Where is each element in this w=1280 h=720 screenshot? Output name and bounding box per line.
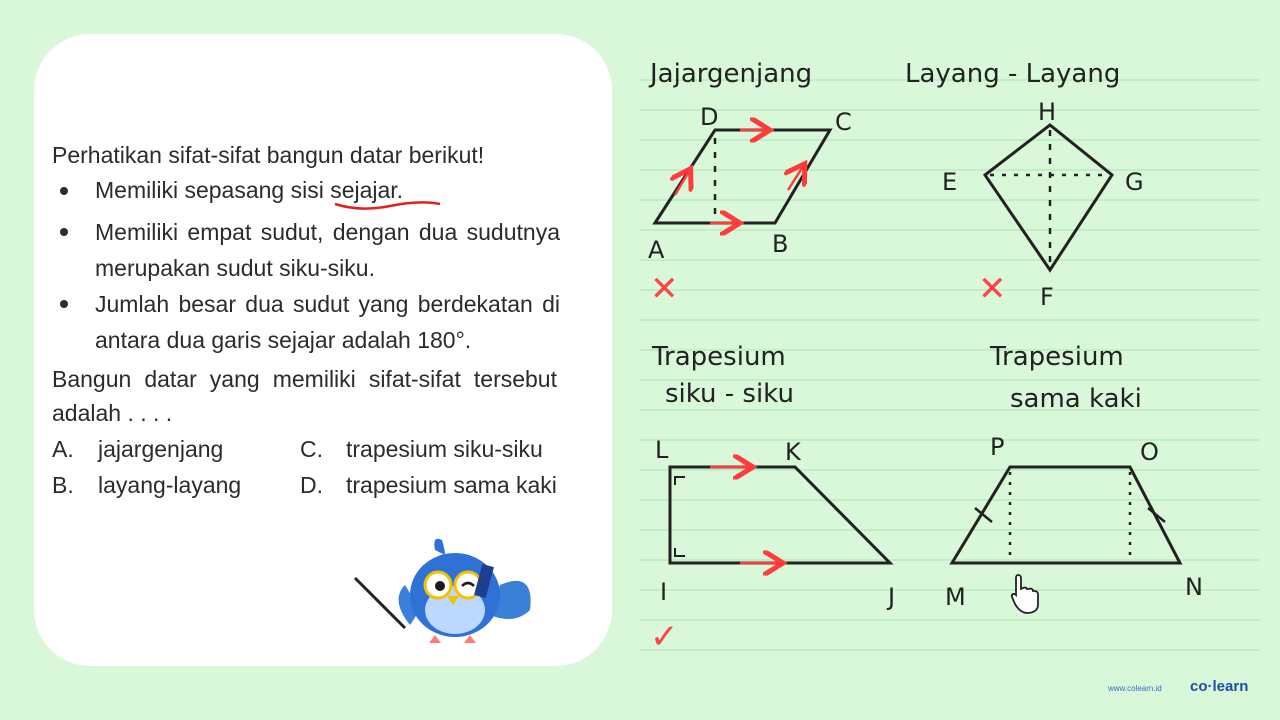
cross-mark-icon: ✕ xyxy=(978,269,1007,309)
question-prompt: Bangun datar yang memiliki sifat-sifat tersebut adalah . . . . xyxy=(52,366,557,426)
hand-cursor-icon xyxy=(1012,575,1038,613)
handwritten-solution xyxy=(620,30,1260,670)
label-l: L xyxy=(655,436,669,464)
property-1: Memiliki sepasang sisi sejajar. xyxy=(95,177,404,203)
shape3-title-line2: siku - siku xyxy=(665,379,794,409)
check-mark-icon: ✓ xyxy=(650,617,679,657)
option-a[interactable]: A. jajargenjang xyxy=(52,436,224,462)
bullet-dot xyxy=(60,187,68,195)
shape4-title-line2: sama kaki xyxy=(1010,384,1142,414)
shape1-title: Jajargenjang xyxy=(650,59,813,89)
bullet-dot xyxy=(60,228,68,236)
label-a: A xyxy=(648,236,665,264)
underline-annotation xyxy=(330,196,450,216)
label-g: G xyxy=(1125,168,1144,196)
property-2: Memiliki empat sudut, dengan dua sudutnya merupakan sudut siku-siku. xyxy=(95,219,560,281)
shape4-title-line1: Trapesium xyxy=(990,342,1124,372)
label-n: N xyxy=(1185,573,1203,601)
mascot-bird-illustration xyxy=(350,530,550,650)
right-trapezoid-shape xyxy=(670,467,890,563)
label-m: M xyxy=(945,583,966,611)
label-h: H xyxy=(1038,98,1057,126)
label-f: F xyxy=(1040,283,1054,311)
label-b: B xyxy=(772,230,789,258)
shape2-title: Layang - Layang xyxy=(905,59,1121,89)
option-c[interactable]: C. trapesium siku-siku xyxy=(300,436,543,462)
brand-logo: co·learn xyxy=(1190,678,1249,695)
property-3: Jumlah besar dua sudut yang berdekatan di antara dua garis sejajar adalah 180°. xyxy=(95,291,560,353)
footer-url: www.colearn.id xyxy=(1108,684,1162,693)
question-intro: Perhatikan sifat-sifat bangun datar berikut! xyxy=(52,142,485,168)
label-j: J xyxy=(888,583,896,611)
cross-mark-icon: ✕ xyxy=(650,269,679,309)
isosceles-trapezoid-shape xyxy=(952,467,1180,563)
option-d[interactable]: D. trapesium sama kaki xyxy=(300,472,557,498)
label-c: C xyxy=(835,108,852,136)
label-i: I xyxy=(660,578,668,606)
option-b[interactable]: B. layang-layang xyxy=(52,472,242,498)
label-p: P xyxy=(990,433,1005,461)
label-o: O xyxy=(1140,438,1159,466)
parallelogram-shape xyxy=(655,130,830,223)
label-e: E xyxy=(942,168,958,196)
kite-shape xyxy=(985,125,1112,270)
label-k: K xyxy=(785,438,801,466)
shape3-title-line1: Trapesium xyxy=(652,342,786,372)
bullet-dot xyxy=(60,300,68,308)
label-d: D xyxy=(700,103,719,131)
